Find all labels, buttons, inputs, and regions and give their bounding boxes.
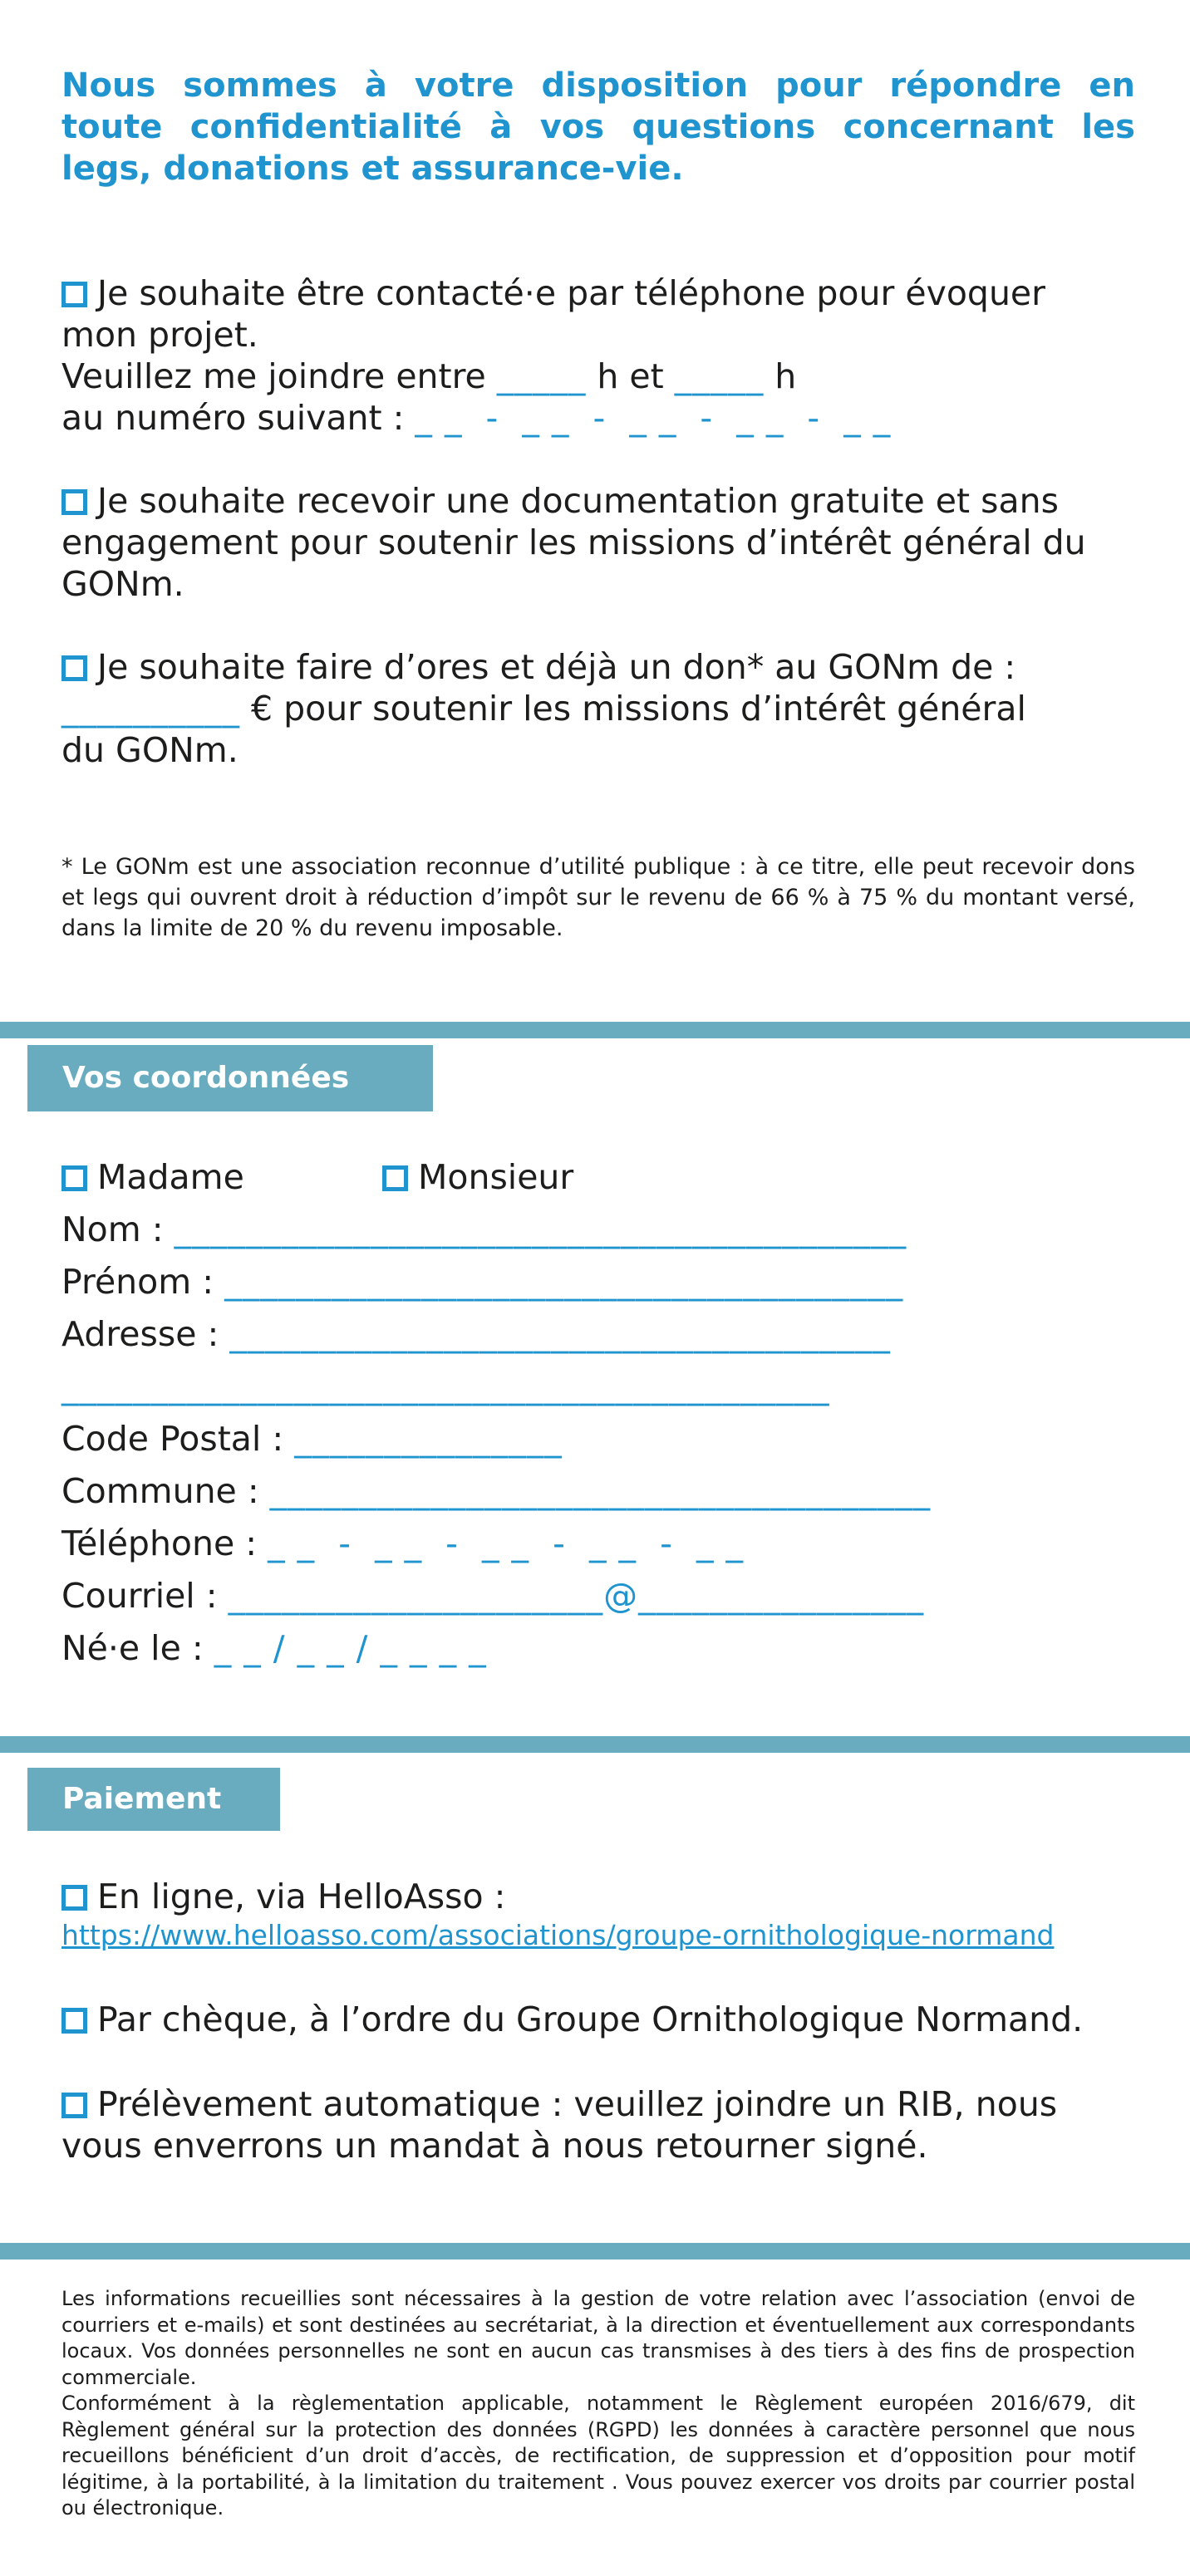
naissance-field[interactable]: _ _ / _ _ / _ _ _ _ (214, 1628, 487, 1668)
doc-text-1: Je souhaite recevoir une documentation gratuite et sans (97, 481, 1059, 521)
monsieur-label: Monsieur (418, 1157, 574, 1197)
pay-prelevement-option[interactable] (61, 2083, 1057, 2125)
adresse-row (61, 1313, 891, 1355)
prenom-row (61, 1261, 903, 1303)
courriel-label: Courriel : (61, 1576, 229, 1616)
phone-hours-line: Veuillez me joindre entre _____ h et _____ h (61, 356, 797, 396)
legal-paragraph-1: Les informations recueillies sont nécessaires à la gestion de votre relation avec l’association (envoi de courriers et e-mails) et sont destinées au secrétariat, à la direction et éventuellement aux correspondants locaux. Vos données personnelles ne sont en aucun cas transmises à des tiers à des fins de prospection commerciale. (61, 2287, 1135, 2389)
checkbox-prelevement[interactable] (61, 2093, 87, 2118)
hour-end-field[interactable]: _____ (674, 356, 765, 396)
civility-row (61, 1156, 244, 1198)
civility-monsieur (382, 1156, 573, 1198)
madame-label: Madame (97, 1157, 244, 1197)
section-divider (0, 1022, 1190, 1038)
cheque-label: Par chèque, à l’ordre du Groupe Ornithologique Normand. (97, 1999, 1084, 2039)
nom-label: Nom : (61, 1209, 175, 1249)
phone-number-field[interactable]: _ _ - _ _ - _ _ - _ _ - _ _ (415, 398, 892, 438)
prelevement-label-1: Prélèvement automatique : veuillez joindre un RIB, nous (97, 2084, 1058, 2124)
checkbox-online[interactable] (61, 1885, 87, 1911)
doc-text-3: GONm. (61, 564, 184, 604)
footnote: * Le GONm est une association reconnue d’utilité publique : à ce titre, elle peut recevoir dons et legs qui ouvrent droit à réduction d’impôt sur le revenu de 66 % à 75 % du montant versé, dans la limite de 20 % du revenu imposable. (61, 854, 1135, 941)
section-title-coordonnees: Vos coordonnées (27, 1045, 433, 1111)
adresse-field[interactable]: _____________________________________ (229, 1314, 891, 1354)
don-text-1: Je souhaite faire d’ores et déjà un don* au GONm de : (97, 647, 1016, 687)
phone-text-2: mon projet. (61, 315, 258, 355)
intro-text: Nous sommes à votre disposition pour répondre en toute confidentialité à vos questions concernant les legs, donations et assurance-vie. (61, 66, 1135, 188)
checkbox-phone[interactable] (61, 282, 87, 307)
prelevement-label-2: vous enverrons un mandat à nous retourner signé. (61, 2126, 928, 2166)
nom-row (61, 1209, 907, 1250)
telephone-label: Téléphone : (61, 1524, 268, 1563)
adresse-field-2[interactable]: ___________________________________________ (61, 1367, 830, 1406)
hour-start-field[interactable]: _____ (496, 356, 587, 396)
checkbox-madame[interactable] (61, 1165, 87, 1191)
adresse-label: Adresse : (61, 1314, 230, 1354)
section-title-paiement: Paiement (27, 1768, 280, 1831)
telephone-field[interactable]: _ _ - _ _ - _ _ - _ _ - _ _ (268, 1524, 744, 1563)
online-label: En ligne, via HelloAsso : (97, 1877, 506, 1916)
doc-text-2: engagement pour soutenir les missions d’intérêt général du (61, 523, 1086, 562)
pay-online-option[interactable] (61, 1876, 505, 1917)
naissance-row (61, 1627, 487, 1669)
legal-paragraph-2: Conformément à la règlementation applicable, notamment le Règlement européen 2016/679, dit Règlement général sur la protection des données (RGPD) les données à caractère personnel que nous recueillons bénéficient d’un droit d’accès, de rectification, de suppression et d’opposition pour motif légitime, à la portabilité, à la limitation du traitement . Vous pouvez exercer vos droits par courrier postal ou électronique. (61, 2392, 1135, 2520)
cp-field[interactable]: _______________ (294, 1419, 563, 1459)
checkbox-cheque[interactable] (61, 2008, 87, 2034)
nom-field[interactable]: _________________________________________ (174, 1209, 907, 1249)
section-divider (0, 1736, 1190, 1753)
cp-row (61, 1418, 563, 1460)
courriel-row (61, 1575, 924, 1617)
helloasso-link[interactable]: https://www.helloasso.com/associations/groupe-ornithologique-normand (61, 1919, 1055, 1951)
courriel-field[interactable]: _____________________@________________ (228, 1576, 925, 1616)
legal-notice (61, 2286, 1135, 2522)
donation-amount-field[interactable]: __________ (61, 689, 240, 729)
commune-row (61, 1470, 931, 1512)
telephone-row (61, 1523, 744, 1564)
checkbox-documentation[interactable] (61, 489, 87, 515)
doc-option[interactable] (61, 480, 1059, 522)
pay-cheque-option[interactable] (61, 1999, 1083, 2040)
cp-label: Code Postal : (61, 1419, 295, 1459)
naissance-label: Né·e le : (61, 1628, 214, 1668)
don-amount-line: __________ € pour soutenir les missions d’intérêt général (61, 689, 1026, 729)
checkbox-donation[interactable] (61, 655, 87, 681)
phone-option[interactable] (61, 272, 1045, 314)
commune-field[interactable]: _____________________________________ (269, 1471, 932, 1511)
checkbox-monsieur[interactable] (382, 1165, 408, 1191)
don-text-3: du GONm. (61, 730, 238, 770)
adresse-row-2 (61, 1366, 830, 1407)
prenom-field[interactable]: ______________________________________ (224, 1262, 904, 1302)
prenom-label: Prénom : (61, 1262, 225, 1302)
phone-number-line: au numéro suivant : _ _ - _ _ - _ _ - _ _ - _ _ (61, 398, 892, 438)
don-option[interactable] (61, 646, 1015, 688)
phone-text-1: Je souhaite être contacté·e par téléphone pour évoquer (97, 273, 1046, 313)
section-divider (0, 2243, 1190, 2260)
commune-label: Commune : (61, 1471, 270, 1511)
